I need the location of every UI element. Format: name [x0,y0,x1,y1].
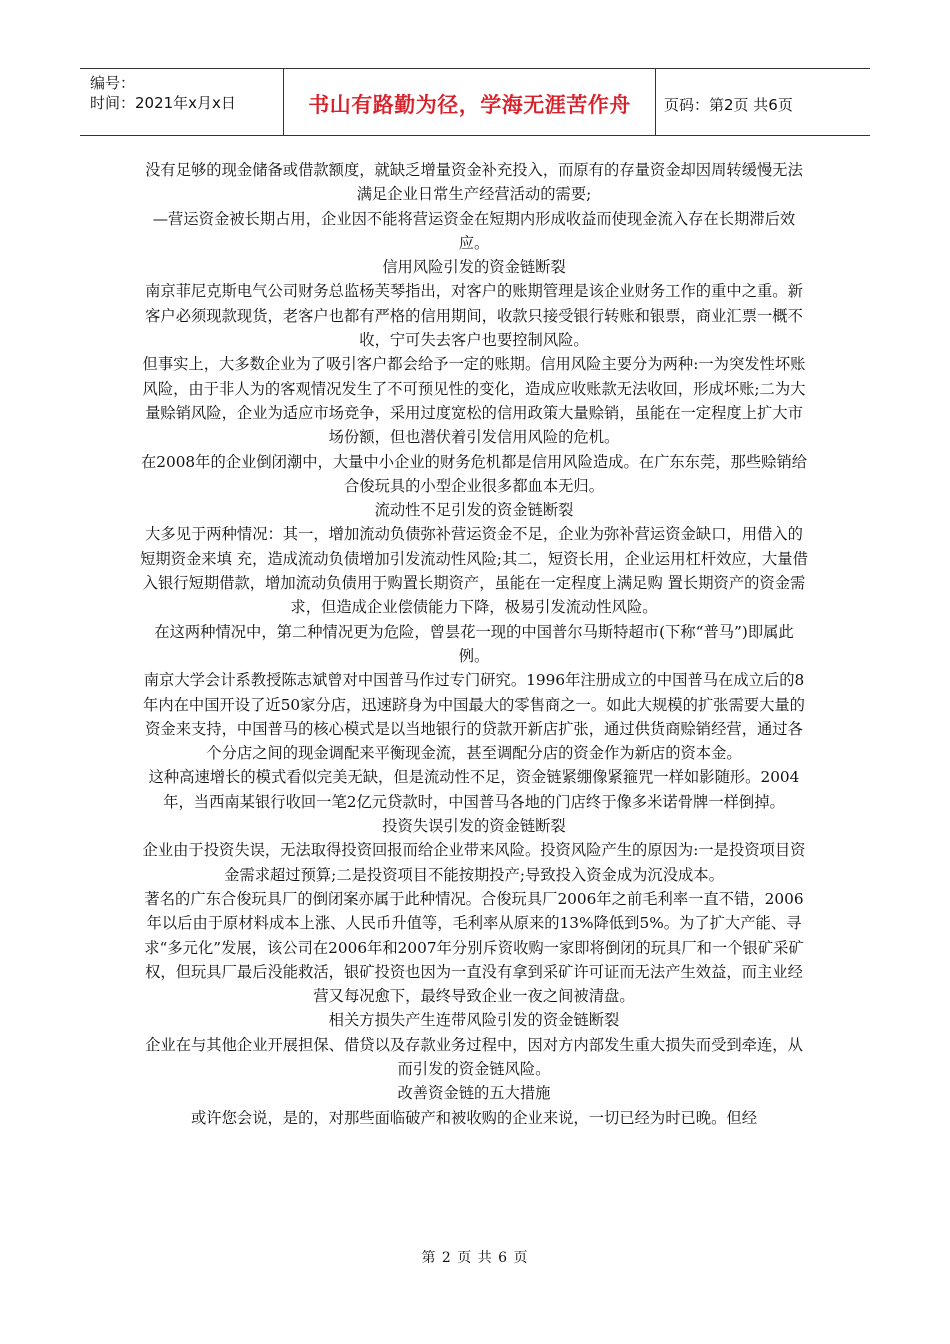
document-body [140,158,808,1130]
section-heading: 信用风险引发的资金链断裂 [382,258,566,277]
section-heading: 改善资金链的五大措施 [397,1084,551,1103]
paragraph: 但事实上，大多数企业为了吸引客户都会给予一定的账期。信用风险主要分为两种:一为突发性坏账风险，由于非人为的客观情况发生了不可预见性的变化，造成应收账款无法收回，形成坏账;二为大量赊销风险，企业为适应市场竞争，采用过度宽松的信用政策大量赊销，虽能在一定程度上扩大市场份额，但也潜伏着引发信用风险的危机。 [142,355,806,447]
paragraph: 这种高速增长的模式看似完美无缺，但是流动性不足，资金链紧绷像紧箍咒一样如影随形。2004年，当西南某银行收回一笔2亿元贷款时，中国普马各地的门店终于像多米诺骨牌一样倒掉。 [148,768,800,811]
section-heading: 流动性不足引发的资金链断裂 [374,501,574,520]
header-meta [80,69,283,135]
number-label: 编号： [90,74,136,92]
section-heading: 投资失误引发的资金链断裂 [382,817,566,836]
header-motto: 书山有路勤为径，学海无涯苦作舟 [283,69,656,135]
header-page-info: 页码：第2页 共6页 [664,95,793,114]
paragraph: 没有足够的现金储备或借款额度，就缺乏增量资金补充投入，而原有的存量资金却因周转缓慢无法满足企业日常生产经营活动的需要; [145,161,803,204]
paragraph: 在这两种情况中，第二种情况更为危险，曾昙花一现的中国普尔马斯特超市(下称“普马”)即属此例。 [154,622,794,665]
section-heading: 相关方损失产生连带风险引发的资金链断裂 [328,1011,620,1030]
time-label: 时间：2021年x月x日 [90,94,236,112]
paragraph: 在2008年的企业倒闭潮中，大量中小企业的财务危机都是信用风险造成。在广东东莞，那些赊销给合俊玩具的小型企业很多都血本无归。 [140,452,808,495]
paragraph: 南京大学会计系教授陈志斌曾对中国普马作过专门研究。1996年注册成立的中国普马在成立后的8年内在中国开设了近50家分店，迅速跻身为中国最大的零售商之一。如此大规模的扩张需要大量的资金来支持，中国普马的核心模式是以当地银行的贷款开新店扩张，通过供货商赊销经营，通过各个分店之间的现金调配来平衡现金流，甚至调配分店的资金作为新店的资本金。 [143,671,805,763]
paragraph: 或许您会说，是的，对那些面临破产和被收购的企业来说，一切已经为时已晚。但经 [191,1108,757,1127]
paragraph: —营运资金被长期占用，企业因不能将营运资金在短期内形成收益而使现金流入存在长期滞后效应。 [152,209,796,252]
paragraph: 南京菲尼克斯电气公司财务总监杨芙琴指出，对客户的账期管理是该企业财务工作的重中之重。新客户必须现款现货，老客户也都有严格的信用期间，收款只接受银行转账和银票，商业汇票一概不收，宁可失去客户也要控制风险。 [145,282,803,350]
paragraph: 企业在与其他企业开展担保、借贷以及存款业务过程中，因对方内部发生重大损失而受到牵连，从而引发的资金链风险。 [145,1035,803,1078]
paragraph: 企业由于投资失误，无法取得投资回报而给企业带来风险。投资风险产生的原因为:一是投资项目资金需求超过预算;二是投资项目不能按期投产;导致投入资金成为沉没成本。 [142,841,806,884]
page-header [80,68,870,136]
page-footer: 第 2 页 共 6 页 [421,1250,529,1266]
paragraph: 大多见于两种情况：其一，增加流动负债弥补营运资金不足，企业为弥补营运资金缺口，用借入的短期资金来填 充，造成流动负债增加引发流动性风险;其二，短资长用，企业运用杠杆效应，大量借入银行短期借款，增加流动负债用于购置长期资产，虽能在一定程度上满足购 置长期资产的资金需求，但造成企业偿债能力下降，极易引发流动性风险。 [140,525,808,617]
paragraph: 著名的广东合俊玩具厂的倒闭案亦属于此种情况。合俊玩具厂2006年之前毛利率一直不错，2006年以后由于原材料成本上涨、人民币升值等，毛利率从原来的13%降低到5%。为了扩大产能、寻求“多元化”发展，该公司在2006年和2007年分别斥资收购一家即将倒闭的玩具厂和一个银矿采矿权，但玩具厂最后没能救活，银矿投资也因为一直没有拿到采矿许可证而无法产生效益，而主业经营又每况愈下，最终导致企业一夜之间被清盘。 [144,889,804,1006]
